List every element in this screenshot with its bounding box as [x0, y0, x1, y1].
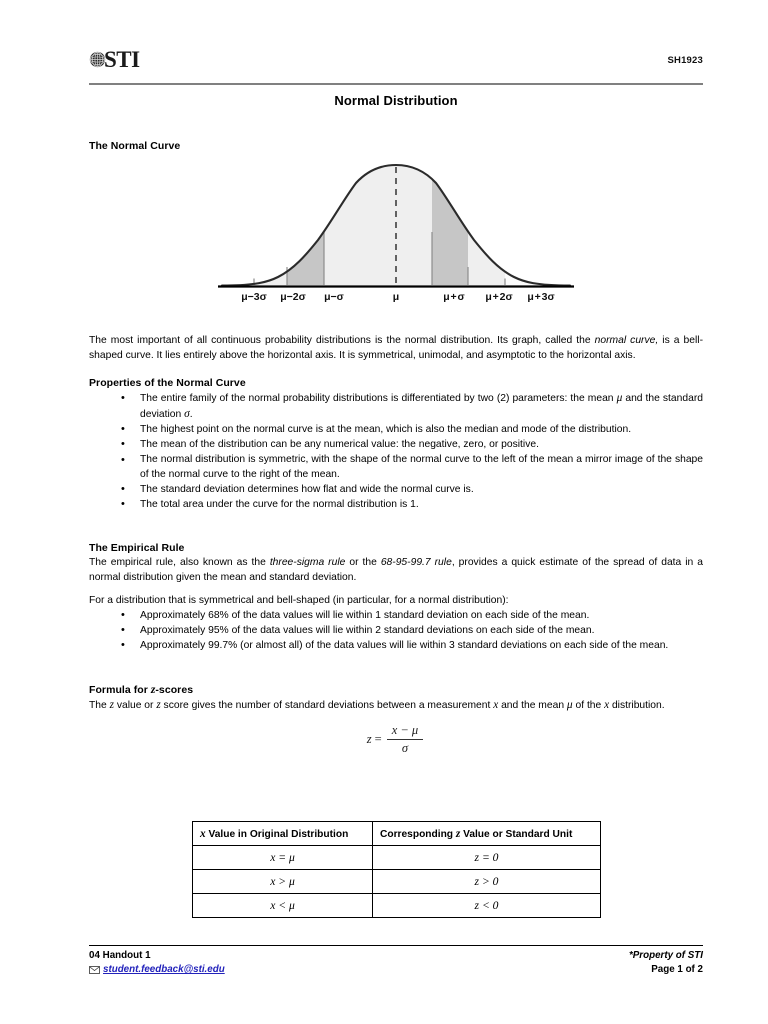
properties-list: [89, 391, 703, 512]
sti-logo: [89, 46, 140, 72]
cell-x-value: x = μ: [193, 846, 373, 870]
spacer: [89, 585, 703, 594]
zp-2: value or: [113, 700, 157, 711]
list-item: • The normal distribution is symmetric, with the shape of the normal curve to the left of the mean a mirror image of the shape of the normal curve to the right of the mean.: [89, 453, 703, 482]
document-body: [89, 140, 703, 756]
feedback-email-link[interactable]: student.feedback@sti.edu: [103, 964, 225, 975]
zp-4: and the mean: [498, 700, 567, 711]
svg-text:μ: μ: [392, 291, 400, 303]
page-number: Page 1 of 2: [651, 964, 703, 975]
handout-label: 04 Handout 1: [89, 950, 151, 961]
footer-right-block: [629, 950, 703, 975]
svg-text:μ + 3σ: μ + 3σ: [527, 291, 555, 303]
svg-text:μ + σ: μ + σ: [443, 291, 465, 303]
zvalue-table: [192, 821, 601, 918]
header-pre-z: Corresponding: [380, 828, 456, 840]
symbol-mu: μ: [616, 392, 623, 405]
figure-spacer: [89, 154, 703, 334]
logo-wordmark: STI: [104, 46, 140, 72]
empirical-rule-list: [89, 609, 703, 654]
para-part-italic: normal curve,: [594, 335, 659, 346]
cell-x-value: x < μ: [193, 894, 373, 918]
svg-text:μ + 2σ: μ + 2σ: [485, 291, 513, 303]
cell-z-value: z < 0: [373, 894, 601, 918]
zp-1: The: [89, 700, 110, 711]
symbol-x-1: x: [493, 699, 499, 711]
zheading-symbol: z: [150, 684, 156, 696]
bullet-text: The entire family of the normal probability distributions is differentiated by two (2) parameters: the mean: [140, 393, 617, 405]
header-divider: [89, 83, 703, 85]
paragraph-zscores: [89, 698, 703, 714]
symbol-z-2: z: [156, 699, 161, 711]
bullet-text-end: .: [189, 408, 193, 420]
page-header: [89, 46, 703, 84]
list-item: • The highest point on the normal curve is at the mean, which is also the median and mode of the distribution.: [89, 423, 703, 438]
symbol-z-1: z: [109, 699, 114, 711]
spacer: [89, 513, 703, 542]
intro-part-1: The empirical rule, also known as the: [89, 556, 270, 568]
symbol-mu: μ: [566, 699, 573, 711]
para-part-3: is a bell-shaped curve. It lies entirely above the horizontal axis. It is symmetrical, unimodal, and asymptotic to the horizontal axis.: [89, 335, 704, 361]
formula-fraction: [387, 723, 424, 756]
document-code: SH1923: [667, 55, 703, 66]
envelope-icon: [89, 966, 100, 974]
list-item: • The mean of the distribution can be any numerical value: the negative, zero, or positive.: [89, 438, 703, 453]
bullet-text-mid: and the standard deviation: [140, 393, 703, 420]
list-item: • Approximately 68% of the data values will lie within 1 standard deviation on each side of the mean.: [89, 609, 703, 624]
list-item: • The standard deviation determines how flat and wide the normal curve is.: [89, 483, 703, 498]
svg-text:μ−σ: μ−σ: [324, 291, 344, 303]
para-part-1: The most important of all continuous probability distributions is the normal distribution. Its graph, called the: [89, 335, 595, 346]
paragraph-normal-curve: [89, 334, 703, 363]
header-symbol-z: z: [455, 827, 461, 840]
header-label-x: Value in Original Distribution: [205, 828, 349, 840]
symbol-sigma: σ: [184, 407, 190, 420]
zp-6: distribution.: [609, 700, 665, 711]
zheading-pre: Formula for: [89, 684, 151, 696]
table-header-z: [373, 822, 601, 846]
cell-z-value: z = 0: [373, 846, 601, 870]
list-item: [89, 391, 703, 422]
header-symbol-x: x: [200, 827, 206, 840]
paragraph-empirical-intro: [89, 556, 703, 585]
page-title: Normal Distribution: [334, 93, 458, 108]
cell-z-value: z > 0: [373, 870, 601, 894]
footer-left-block: [89, 950, 225, 975]
header-label-z: Value or Standard Unit: [460, 828, 573, 840]
heading-normal-curve: The Normal Curve: [89, 140, 181, 152]
formula-denominator: σ: [401, 740, 409, 755]
zp-5: of the: [572, 700, 605, 711]
formula-lhs: z: [366, 731, 372, 746]
list-item: • Approximately 99.7% (or almost all) of the data values will lie within 3 standard deviations on each side of the mean.: [89, 639, 703, 654]
footer-divider: [89, 945, 703, 946]
table-row: [193, 894, 601, 918]
table-row: [193, 870, 601, 894]
zscore-formula: [89, 723, 703, 756]
table-header-x: [193, 822, 373, 846]
page-footer: [89, 950, 703, 990]
table-row: [193, 846, 601, 870]
intro-part-2: or the: [345, 556, 381, 568]
symbol-x-2: x: [604, 699, 610, 711]
intro-italic-2: 68-95-99.7 rule: [380, 556, 452, 568]
spacer: [89, 654, 703, 684]
zheading-post: -scores: [155, 684, 194, 696]
list-item: • The total area under the curve for the normal distribution is 1.: [89, 498, 703, 513]
intro-part-3: , provides a quick estimate of the spread of data in a normal distribution given the mean and standard deviation.: [89, 556, 704, 583]
svg-text:μ−3σ: μ−3σ: [241, 291, 267, 303]
zvalue-table-wrapper: [192, 821, 600, 918]
formula-numerator: x − μ: [387, 723, 424, 740]
property-notice: *Property of STI: [628, 950, 703, 961]
cell-x-value: x > μ: [193, 870, 373, 894]
heading-zscores: [89, 684, 703, 696]
spacer: [89, 363, 703, 377]
table-header-row: [193, 822, 601, 846]
paragraph-empirical-leadin: For a distribution that is symmetrical and bell-shaped (in particular, for a normal distribution):: [89, 595, 509, 607]
heading-empirical-rule: The Empirical Rule: [89, 541, 185, 554]
svg-text:μ−2σ: μ−2σ: [280, 291, 306, 303]
formula-equals: =: [374, 731, 382, 746]
heading-properties: Properties of the Normal Curve: [89, 377, 246, 390]
intro-italic-1: three-sigma rule: [269, 556, 346, 568]
list-item: • Approximately 95% of the data values will lie within 2 standard deviations on each side of the mean.: [89, 624, 703, 639]
zp-3: score gives the number of standard deviations between a measurement: [160, 700, 494, 711]
footer-email-row[interactable]: [89, 964, 225, 975]
